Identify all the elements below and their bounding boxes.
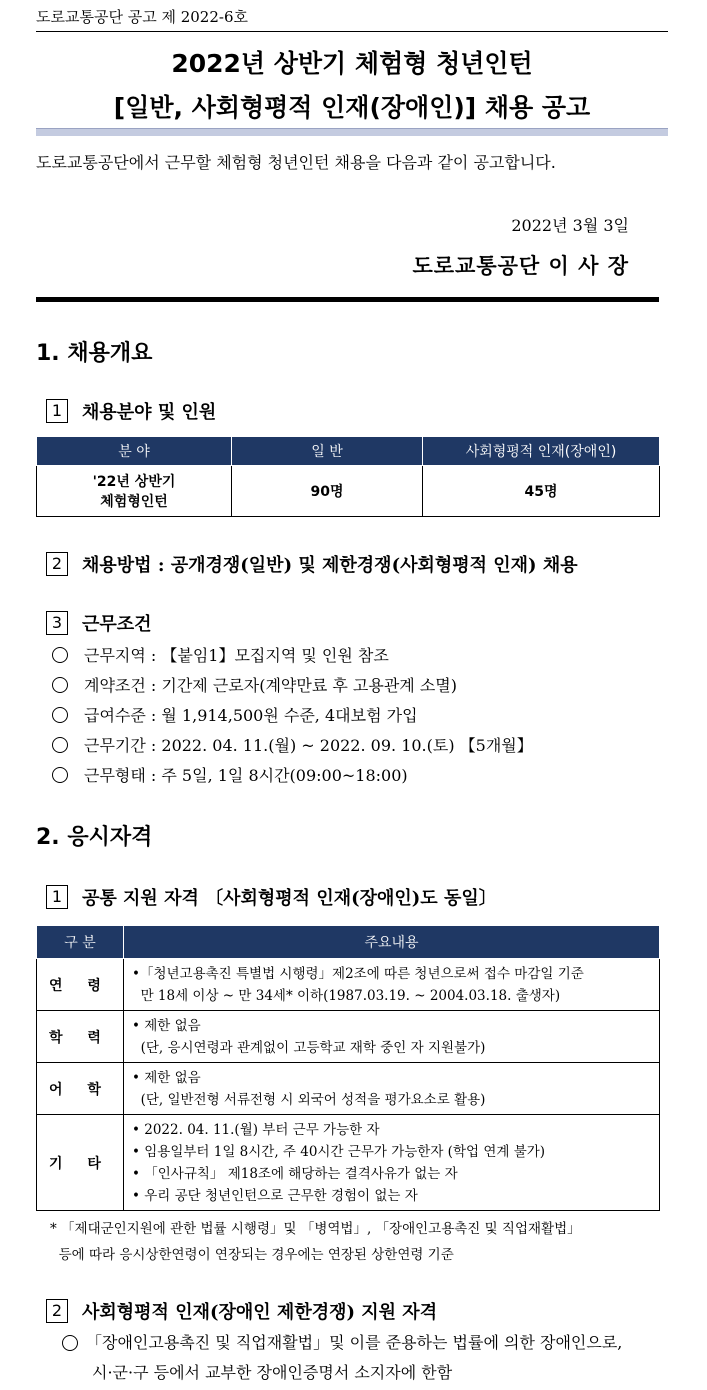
footnote-line2: 등에 따라 응시상한연령이 연장되는 경우에는 연장된 상한연령 기준 [50,1247,454,1263]
qualification-table [36,925,660,1211]
condition-item: 급여수준 : 월 1,914,500원 수준, 4대보험 가입 [52,703,418,726]
header-contents: 주요내용 [124,926,660,959]
section-1-sub2 [46,551,578,577]
section-2-title: 2. 응시자격 [36,825,153,850]
circle-icon [62,1335,78,1351]
header-disabled: 사회형평적 인재(장애인) [423,437,660,466]
number-box: 1 [46,885,68,909]
section-1-sub1 [46,398,216,424]
number-box: 2 [46,1299,68,1323]
section-1-sub3 [46,610,152,636]
intro-text: 도로교통공단에서 근무할 체험형 청년인턴 채용을 다음과 같이 공고합니다. [36,153,556,172]
sub2-title: 채용방법 : 공개경쟁(일반) 및 제한경쟁(사회형평적 인재) 채용 [82,555,578,576]
section-2-sub1 [46,884,497,910]
section-1-title: 1. 채용개요 [36,341,153,366]
circle-icon [52,677,68,693]
disabled-qualification-line1: 「장애인고용촉진 및 직업재활법」및 이를 준용하는 법률에 의한 장애인으로, [62,1328,622,1358]
header-general: 일 반 [232,437,423,466]
issuer: 도로교통공단 이 사 장 [412,253,629,278]
circle-icon [52,707,68,723]
row-content-etc: • 2022. 04. 11.(월) 부터 근무 가능한 자 • 임용일부터 1일 8시간, 주 40시간 근무가 가능한자 (학업 연계 불가) • 「인사규칙」 제18조에 해당하는 결격사유가 없는 자 • 우리 공단 청년인턴으로 근무한 경험이 없는 자 [124,1115,660,1211]
number-box: 1 [46,399,68,423]
row-content-education: • 제한 없음 (단, 응시연령과 관계없이 고등학교 재학 중인 자 지원불가) [124,1011,660,1063]
recruit-table [36,436,660,517]
disabled-qualification-line2: 시·군·구 등에서 교부한 장애인증명서 소지자에 한함 [92,1363,453,1382]
condition-item: 근무형태 : 주 5일, 1일 8시간(09:00~18:00) [52,763,408,786]
section-2-sub2 [46,1298,437,1324]
circle-icon [52,647,68,663]
row-label-etc: 기 타 [37,1115,124,1211]
header-category: 구 분 [37,926,124,959]
row-label-age: 연 령 [37,959,124,1011]
notice-date: 2022년 3월 3일 [511,216,629,235]
row-label-language: 어 학 [37,1063,124,1115]
title-band [36,128,668,136]
footnote-line1: * 「제대군인지원에 관한 법률 시행령」및 「병역법」, 「장애인고용촉진 및 직업재활법」 [50,1221,581,1237]
circle-icon [52,737,68,753]
condition-item: 계약조건 : 기간제 근로자(계약만료 후 고용관계 소멸) [52,673,457,696]
circle-icon [52,767,68,783]
sub1-title: 공통 지원 자격 〔사회형평적 인재(장애인)도 동일〕 [82,888,497,909]
sub2-title: 사회형평적 인재(장애인 제한경쟁) 지원 자격 [82,1302,438,1323]
page-title-line2: [일반, 사회형평적 인재(장애인)] 채용 공고 [113,93,591,122]
count-disabled: 45명 [423,466,660,517]
row-label: '22년 상반기 체험형인턴 [37,466,232,517]
notice-number: 도로교통공단 공고 제 2022-6호 [36,8,248,26]
header-field: 분 야 [37,437,232,466]
count-general: 90명 [232,466,423,517]
row-content-age: •「청년고용촉진 특별법 시행령」제2조에 따른 청년으로써 접수 마감일 기준 만 18세 이상 ~ 만 34세* 이하(1987.03.19. ~ 2004.03.18. 출생자) [124,959,660,1011]
condition-item: 근무기간 : 2022. 04. 11.(월) ~ 2022. 09. 10.(토) 【5개월】 [52,733,533,756]
number-box: 3 [46,611,68,635]
number-box: 2 [46,552,68,576]
row-content-language: • 제한 없음 (단, 일반전형 서류전형 시 외국어 성적을 평가요소로 활용) [124,1063,660,1115]
row-label-education: 학 력 [37,1011,124,1063]
page-title-line1: 2022년 상반기 체험형 청년인턴 [171,49,533,78]
divider [36,297,659,302]
header-rule [36,31,668,32]
condition-item: 근무지역 : 【붙임1】모집지역 및 인원 참조 [52,643,389,666]
sub3-title: 근무조건 [82,614,152,635]
sub1-title: 채용분야 및 인원 [82,402,217,423]
